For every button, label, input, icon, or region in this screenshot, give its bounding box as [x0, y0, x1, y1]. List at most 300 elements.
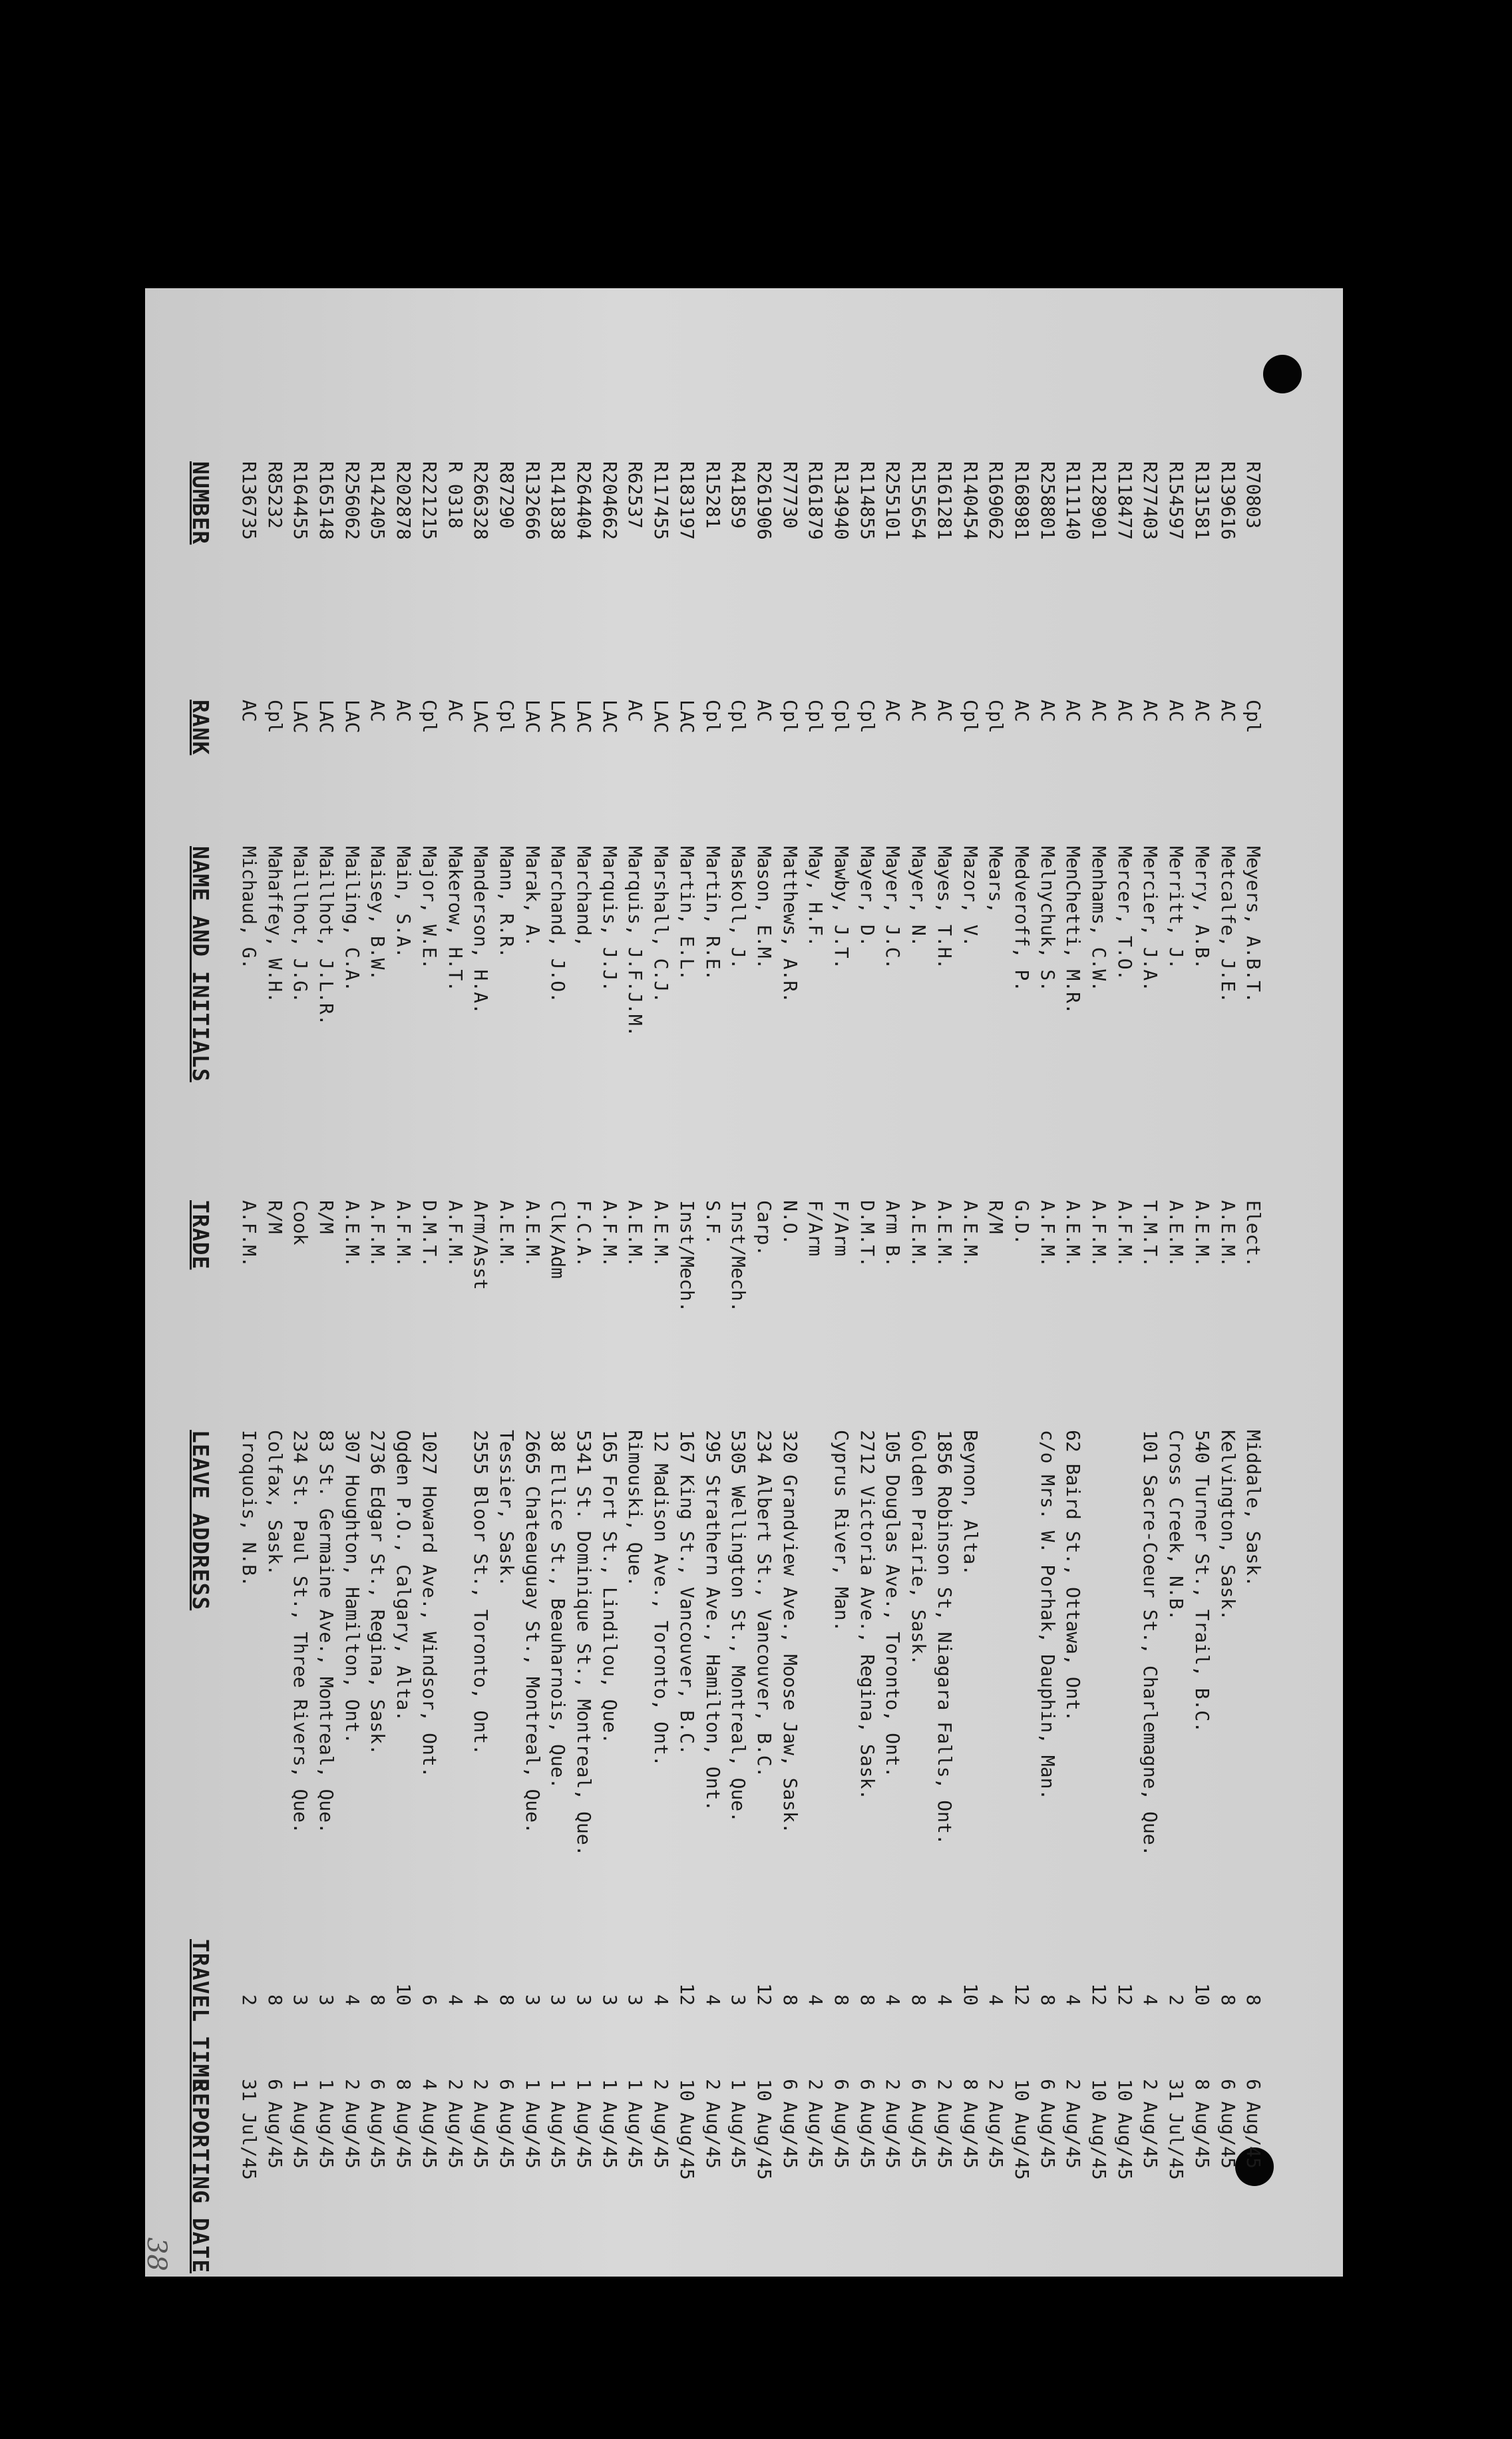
- trade-cell: F.C.A.: [573, 1200, 596, 1268]
- name-initials-cell: Major, W.E.: [418, 846, 441, 970]
- leave-address-cell: 307 Houghton, Hamilton, Ont.: [341, 1430, 363, 1745]
- table-row: [883, 288, 903, 2277]
- name-initials-cell: Merritt, J.: [1165, 846, 1188, 970]
- leave-address-cell: 234 St. Paul St., Three Rivers, Que.: [289, 1430, 312, 1834]
- table-row: [1166, 288, 1186, 2277]
- reporting-date-cell: 1 Aug/45: [289, 2079, 312, 2169]
- name-initials-cell: Menhams, C.W.: [1088, 846, 1111, 993]
- reporting-date-cell: 2 Aug/45: [341, 2079, 363, 2169]
- table-row: [600, 288, 620, 2277]
- service-number-cell: R266328: [470, 461, 492, 541]
- trade-cell: A.E.M.: [341, 1200, 363, 1268]
- table-row: [908, 288, 928, 2277]
- rank-cell: LAC: [315, 700, 338, 734]
- trade-cell: D.M.T.: [418, 1200, 441, 1268]
- service-number-cell: R141838: [547, 461, 570, 541]
- header-trade: TRADE: [188, 1200, 214, 1270]
- rank-cell: AC: [238, 700, 260, 722]
- table-row: [728, 288, 748, 2277]
- service-number-cell: R111140: [1062, 461, 1085, 541]
- trade-cell: Cook: [289, 1200, 312, 1245]
- name-initials-cell: Marshall, C.J.: [650, 846, 673, 1004]
- service-number-cell: R118477: [1113, 461, 1136, 541]
- trade-cell: A.E.M.: [1217, 1200, 1239, 1268]
- table-row: [754, 288, 774, 2277]
- service-number-cell: R161281: [933, 461, 956, 541]
- trade-cell: A.E.M.: [650, 1200, 673, 1268]
- reporting-date-cell: 31 Jul/45: [1165, 2079, 1188, 2180]
- table-row: [574, 288, 594, 2277]
- reporting-date-cell: 6 Aug/45: [908, 2079, 930, 2169]
- travel-time-cell: 8: [367, 1994, 389, 2006]
- travel-time-cell: 3: [624, 1994, 647, 2006]
- service-number-cell: R139616: [1217, 461, 1239, 541]
- trade-cell: Inst/Mech.: [675, 1200, 698, 1313]
- table-row: [780, 288, 800, 2277]
- rank-cell: Cpl: [496, 700, 518, 734]
- travel-time-cell: 8: [779, 1994, 801, 2006]
- rank-cell: Cpl: [779, 700, 801, 734]
- travel-time-cell: 3: [547, 1994, 570, 2006]
- leave-address-cell: 12 Madison Ave., Toronto, Ont.: [650, 1430, 673, 1767]
- rotated-page: [141, 288, 1343, 2277]
- service-number-cell: R183197: [675, 461, 698, 541]
- travel-time-cell: 4: [470, 1994, 492, 2006]
- header-travel-time: TRAVEL TIME: [188, 1939, 214, 2092]
- trade-cell: A.F.M.: [1088, 1200, 1111, 1268]
- rank-cell: Cpl: [805, 700, 827, 734]
- name-initials-cell: Mayer, D.: [856, 846, 878, 947]
- reporting-date-cell: 10 Aug/45: [1113, 2079, 1136, 2180]
- table-row: [290, 288, 310, 2277]
- reporting-date-cell: 2 Aug/45: [882, 2079, 904, 2169]
- reporting-date-cell: 6 Aug/45: [367, 2079, 389, 2169]
- leave-address-cell: Tessier, Sask.: [496, 1430, 518, 1588]
- travel-time-cell: 4: [882, 1994, 904, 2006]
- leave-address-cell: 83 St. Germaine Ave., Montreal, Que.: [315, 1430, 338, 1834]
- name-initials-cell: MenChetti, M.R.: [1062, 846, 1085, 1014]
- travel-time-cell: 10: [959, 1983, 982, 2006]
- rank-cell: LAC: [470, 700, 492, 734]
- rank-cell: LAC: [650, 700, 673, 734]
- travel-time-cell: 3: [727, 1994, 750, 2006]
- rank-cell: AC: [753, 700, 775, 722]
- leave-address-cell: Colfax, Sask.: [264, 1430, 286, 1576]
- reporting-date-cell: 1 Aug/45: [573, 2079, 596, 2169]
- travel-time-cell: 4: [444, 1994, 467, 2006]
- rank-cell: Cpl: [959, 700, 982, 734]
- leave-address-cell: 5305 Wellington St., Montreal, Que.: [727, 1430, 750, 1823]
- rank-cell: AC: [367, 700, 389, 722]
- leave-address-cell: 2736 Edgar St., Regina, Sask.: [367, 1430, 389, 1755]
- rank-cell: AC: [1217, 700, 1239, 722]
- leave-address-cell: 5341 St. Dominique St., Montreal, Que.: [573, 1430, 596, 1857]
- trade-cell: A.F.M.: [444, 1200, 467, 1268]
- header-name: NAME AND INITIALS: [188, 846, 214, 1082]
- table-row: [496, 288, 516, 2277]
- service-number-cell: R204662: [598, 461, 621, 541]
- name-initials-cell: Mercer, T.O.: [1113, 846, 1136, 981]
- name-initials-cell: Mailing, C.A.: [341, 846, 363, 993]
- reporting-date-cell: 6 Aug/45: [1217, 2079, 1239, 2169]
- leave-address-cell: 540 Turner St., Trail, B.C.: [1191, 1430, 1213, 1733]
- service-number-cell: R258801: [1036, 461, 1059, 541]
- service-number-cell: R 0318: [444, 461, 467, 529]
- travel-time-cell: 12: [1088, 1983, 1111, 2006]
- name-initials-cell: Mayes, T.H.: [933, 846, 956, 970]
- name-initials-cell: Melnychuk, S.: [1036, 846, 1059, 993]
- reporting-date-cell: 10 Aug/45: [675, 2079, 698, 2180]
- reporting-date-cell: 6 Aug/45: [1036, 2079, 1059, 2169]
- table-row: [393, 288, 413, 2277]
- travel-time-cell: 4: [933, 1994, 956, 2006]
- name-initials-cell: Merry, A.B.: [1191, 846, 1213, 970]
- reporting-date-cell: 4 Aug/45: [418, 2079, 441, 2169]
- rank-cell: AC: [1036, 700, 1059, 722]
- leave-address-cell: 2665 Chateauguay St., Montreal, Que.: [521, 1430, 544, 1834]
- service-number-cell: R87290: [496, 461, 518, 529]
- table-row: [1063, 288, 1083, 2277]
- leave-address-cell: 1027 Howard Ave., Windsor, Ont.: [418, 1430, 441, 1778]
- table-row: [239, 288, 259, 2277]
- rank-cell: Cpl: [831, 700, 853, 734]
- table-row: [522, 288, 542, 2277]
- leave-address-cell: 320 Grandview Ave., Moose Jaw, Sask.: [779, 1430, 801, 1834]
- trade-cell: A.E.M.: [959, 1200, 982, 1268]
- trade-cell: A.E.M.: [933, 1200, 956, 1268]
- reporting-date-cell: 2 Aug/45: [701, 2079, 724, 2169]
- name-initials-cell: Makerow, H.T.: [444, 846, 467, 993]
- travel-time-cell: 4: [341, 1994, 363, 2006]
- trade-cell: A.E.M.: [1165, 1200, 1188, 1268]
- reporting-date-cell: 10 Aug/45: [1088, 2079, 1111, 2180]
- reporting-date-cell: 6 Aug/45: [856, 2079, 878, 2169]
- rank-cell: LAC: [675, 700, 698, 734]
- travel-time-cell: 12: [1011, 1983, 1033, 2006]
- leave-address-cell: c/o Mrs. W. Porhak, Dauphin, Man.: [1036, 1430, 1059, 1801]
- rank-cell: Cpl: [985, 700, 1008, 734]
- table-row: [1243, 288, 1263, 2277]
- table-row: [626, 288, 646, 2277]
- table-row: [1192, 288, 1212, 2277]
- trade-cell: Arm B.: [882, 1200, 904, 1268]
- table-row: [368, 288, 388, 2277]
- travel-time-cell: 10: [1191, 1983, 1213, 2006]
- travel-time-cell: 6: [418, 1994, 441, 2006]
- name-initials-cell: Martin, E.L.: [675, 846, 698, 981]
- name-initials-cell: Marak, A.: [521, 846, 544, 947]
- service-number-cell: R165148: [315, 461, 338, 541]
- service-number-cell: R277403: [1139, 461, 1162, 541]
- travel-time-cell: 8: [496, 1994, 518, 2006]
- travel-time-cell: 8: [264, 1994, 286, 2006]
- travel-time-cell: 8: [831, 1994, 853, 2006]
- service-number-cell: R131581: [1191, 461, 1213, 541]
- service-number-cell: R168981: [1011, 461, 1033, 541]
- name-initials-cell: Marchand, J.O.: [547, 846, 570, 1004]
- trade-cell: F/Arm: [805, 1200, 827, 1257]
- leave-address-cell: 62 Baird St., Ottawa, Ont.: [1062, 1430, 1085, 1722]
- trade-cell: Carp.: [753, 1200, 775, 1257]
- travel-time-cell: 3: [289, 1994, 312, 2006]
- travel-time-cell: 8: [1036, 1994, 1059, 2006]
- name-initials-cell: Maskoll, J.: [727, 846, 750, 970]
- rank-cell: Cpl: [701, 700, 724, 734]
- trade-cell: Clk/Adm: [547, 1200, 570, 1279]
- service-number-cell: R264404: [573, 461, 596, 541]
- table-row: [831, 288, 851, 2277]
- trade-cell: F/Arm: [831, 1200, 853, 1257]
- reporting-date-cell: 2 Aug/45: [805, 2079, 827, 2169]
- leave-address-cell: 38 Ellice St., Beauharnois, Que.: [547, 1430, 570, 1789]
- leave-address-cell: Rimouski, Que.: [624, 1430, 647, 1588]
- trade-cell: A.F.M.: [367, 1200, 389, 1268]
- trade-cell: A.F.M.: [238, 1200, 260, 1268]
- trade-cell: R/M: [264, 1200, 286, 1234]
- rank-cell: LAC: [341, 700, 363, 734]
- service-number-cell: R62537: [624, 461, 647, 529]
- service-number-cell: R255101: [882, 461, 904, 541]
- rank-cell: AC: [1113, 700, 1136, 722]
- reporting-date-cell: 2 Aug/45: [650, 2079, 673, 2169]
- service-number-cell: R15281: [701, 461, 724, 529]
- name-initials-cell: Martin, R.E.: [701, 846, 724, 981]
- leave-address-cell: Middale, Sask.: [1242, 1430, 1265, 1588]
- travel-time-cell: 10: [393, 1983, 415, 2006]
- trade-cell: A.E.M.: [1062, 1200, 1085, 1268]
- trade-cell: A.F.M.: [1113, 1200, 1136, 1268]
- reporting-date-cell: 8 Aug/45: [1191, 2079, 1213, 2169]
- name-initials-cell: Mawby, J.T.: [831, 846, 853, 970]
- travel-time-cell: 3: [521, 1994, 544, 2006]
- travel-time-cell: 3: [573, 1994, 596, 2006]
- name-initials-cell: Mercier, J.A.: [1139, 846, 1162, 993]
- trade-cell: D.M.T.: [856, 1200, 878, 1268]
- travel-time-cell: 8: [908, 1994, 930, 2006]
- reporting-date-cell: 2 Aug/45: [1062, 2079, 1085, 2169]
- service-number-cell: R114855: [856, 461, 878, 541]
- reporting-date-cell: 1 Aug/45: [624, 2079, 647, 2169]
- reporting-date-cell: 6 Aug/45: [831, 2079, 853, 2169]
- trade-cell: A.E.M.: [908, 1200, 930, 1268]
- leave-address-cell: Golden Prairie, Sask.: [908, 1430, 930, 1666]
- leave-address-cell: Kelvington, Sask.: [1217, 1430, 1239, 1621]
- rank-cell: LAC: [598, 700, 621, 734]
- trade-cell: A.F.M.: [393, 1200, 415, 1268]
- rank-cell: AC: [908, 700, 930, 722]
- rank-cell: AC: [1011, 700, 1033, 722]
- leave-address-cell: Beynon, Alta.: [959, 1430, 982, 1576]
- service-number-cell: R155654: [908, 461, 930, 541]
- travel-time-cell: 4: [1062, 1994, 1085, 2006]
- reporting-date-cell: 10 Aug/45: [753, 2079, 775, 2180]
- table-row: [1141, 288, 1161, 2277]
- trade-cell: Arm/Asst: [470, 1200, 492, 1290]
- reporting-date-cell: 2 Aug/45: [933, 2079, 956, 2169]
- rank-cell: Cpl: [264, 700, 286, 734]
- trade-cell: A.F.M.: [1036, 1200, 1059, 1268]
- rank-cell: AC: [1139, 700, 1162, 722]
- reporting-date-cell: 8 Aug/45: [959, 2079, 982, 2169]
- trade-cell: R/M: [315, 1200, 338, 1234]
- reporting-date-cell: 6 Aug/45: [779, 2079, 801, 2169]
- rank-cell: AC: [393, 700, 415, 722]
- name-initials-cell: Mahaffey, W.H.: [264, 846, 286, 1004]
- service-number-cell: R142405: [367, 461, 389, 541]
- trade-cell: G.D.: [1011, 1200, 1033, 1245]
- table-row: [1012, 288, 1032, 2277]
- rank-cell: AC: [1191, 700, 1213, 722]
- service-number-cell: R128901: [1088, 461, 1111, 541]
- trade-cell: A.E.M.: [624, 1200, 647, 1268]
- trade-cell: A.F.M.: [598, 1200, 621, 1268]
- rank-cell: AC: [1062, 700, 1085, 722]
- travel-time-cell: 12: [675, 1983, 698, 2006]
- table-row: [651, 288, 671, 2277]
- table-row: [934, 288, 954, 2277]
- reporting-date-cell: 6 Aug/45: [496, 2079, 518, 2169]
- rank-cell: AC: [882, 700, 904, 722]
- service-number-cell: R134940: [831, 461, 853, 541]
- travel-time-cell: 8: [1217, 1994, 1239, 2006]
- reporting-date-cell: 1 Aug/45: [727, 2079, 750, 2169]
- rank-cell: AC: [933, 700, 956, 722]
- leave-address-cell: 234 Albert St., Vancouver, B.C.: [753, 1430, 775, 1778]
- name-initials-cell: Mann, R.R.: [496, 846, 518, 959]
- travel-time-cell: 4: [985, 1994, 1008, 2006]
- table-row: [342, 288, 362, 2277]
- service-number-cell: R85232: [264, 461, 286, 529]
- table-row: [1038, 288, 1057, 2277]
- service-number-cell: R132666: [521, 461, 544, 541]
- rank-cell: Cpl: [727, 700, 750, 734]
- trade-cell: Elect.: [1242, 1200, 1265, 1268]
- service-number-cell: R41859: [727, 461, 750, 529]
- leave-address-cell: 167 King St., Vancouver, B.C.: [675, 1430, 698, 1755]
- name-initials-cell: Mears,: [985, 846, 1008, 914]
- service-number-cell: R256062: [341, 461, 363, 541]
- table-row: [857, 288, 877, 2277]
- page-number-annotation: 38: [141, 2237, 172, 2271]
- reporting-date-cell: 2 Aug/45: [470, 2079, 492, 2169]
- rank-cell: LAC: [547, 700, 570, 734]
- name-initials-cell: Mazor, V.: [959, 846, 982, 947]
- trade-cell: Inst/Mech.: [727, 1200, 750, 1313]
- rank-cell: Cpl: [856, 700, 878, 734]
- table-row: [548, 288, 568, 2277]
- travel-time-cell: 2: [238, 1994, 260, 2006]
- name-initials-cell: Maillhot, J.L.R.: [315, 846, 338, 1026]
- reporting-date-cell: 31 Jul/45: [238, 2079, 260, 2180]
- reporting-date-cell: 1 Aug/45: [315, 2079, 338, 2169]
- table-row: [1115, 288, 1135, 2277]
- name-initials-cell: Marquis, J.F.J.M.: [624, 846, 647, 1037]
- travel-time-cell: 3: [598, 1994, 621, 2006]
- service-number-cell: R154597: [1165, 461, 1188, 541]
- leave-address-cell: 1856 Robinson St, Niagara Falls, Ont.: [933, 1430, 956, 1845]
- trade-cell: N.O.: [779, 1200, 801, 1245]
- name-initials-cell: Metcalfe, J.E.: [1217, 846, 1239, 1004]
- leave-address-cell: 2712 Victoria Ave., Regina, Sask.: [856, 1430, 878, 1801]
- service-number-cell: R117455: [650, 461, 673, 541]
- table-row: [986, 288, 1006, 2277]
- service-number-cell: R164455: [289, 461, 312, 541]
- service-number-cell: R140454: [959, 461, 982, 541]
- table-row: [316, 288, 336, 2277]
- table-row: [960, 288, 980, 2277]
- leave-address-cell: 2555 Bloor St., Toronto, Ont.: [470, 1430, 492, 1755]
- service-number-cell: R221215: [418, 461, 441, 541]
- name-initials-cell: Manderson, H.A.: [470, 846, 492, 1014]
- reporting-date-cell: 1 Aug/45: [547, 2079, 570, 2169]
- name-initials-cell: Marquis, J.J.: [598, 846, 621, 993]
- leave-address-cell: Ogden P.O., Calgary, Alta.: [393, 1430, 415, 1722]
- name-initials-cell: Matthews, A.R.: [779, 846, 801, 1004]
- table-row: [677, 288, 697, 2277]
- travel-time-cell: 4: [1139, 1994, 1162, 2006]
- travel-time-cell: 3: [315, 1994, 338, 2006]
- travel-time-cell: 12: [1113, 1983, 1136, 2006]
- service-number-cell: R202878: [393, 461, 415, 541]
- trade-cell: R/M: [985, 1200, 1008, 1234]
- table-row: [805, 288, 825, 2277]
- header-rank: RANK: [188, 700, 214, 756]
- travel-time-cell: 4: [650, 1994, 673, 2006]
- rank-cell: Cpl: [1242, 700, 1265, 734]
- trade-cell: S.F.: [701, 1200, 724, 1245]
- service-number-cell: R136735: [238, 461, 260, 541]
- rank-cell: LAC: [289, 700, 312, 734]
- table-row: [419, 288, 439, 2277]
- trade-cell: T.M.T.: [1139, 1200, 1162, 1268]
- leave-address-cell: Iroquois, N.B.: [238, 1430, 260, 1588]
- name-initials-cell: Medveroff, P.: [1011, 846, 1033, 993]
- travel-time-cell: 4: [701, 1994, 724, 2006]
- reporting-date-cell: 6 Aug/45: [1242, 2079, 1265, 2169]
- reporting-date-cell: 6 Aug/45: [264, 2079, 286, 2169]
- rank-cell: AC: [624, 700, 647, 722]
- leave-address-cell: Cyprus River, Man.: [831, 1430, 853, 1632]
- rank-cell: LAC: [573, 700, 596, 734]
- reporting-date-cell: 2 Aug/45: [985, 2079, 1008, 2169]
- leave-address-cell: 165 Fort St., Lindilou, Que.: [598, 1430, 621, 1745]
- leave-address-cell: Cross Creek, N.B.: [1165, 1430, 1188, 1621]
- travel-time-cell: 4: [805, 1994, 827, 2006]
- name-initials-cell: Meyers, A.B.T.: [1242, 846, 1265, 1004]
- reporting-date-cell: 2 Aug/45: [444, 2079, 467, 2169]
- header-number: NUMBER: [188, 461, 214, 545]
- name-initials-cell: Michaud, G.: [238, 846, 260, 970]
- travel-time-cell: 8: [1242, 1994, 1265, 2006]
- travel-time-cell: 12: [753, 1983, 775, 2006]
- trade-cell: A.E.M.: [496, 1200, 518, 1268]
- name-initials-cell: Marchand,: [573, 846, 596, 947]
- rank-cell: Cpl: [418, 700, 441, 734]
- service-number-cell: R161879: [805, 461, 827, 541]
- name-initials-cell: Main, S.A.: [393, 846, 415, 959]
- reporting-date-cell: 2 Aug/45: [1139, 2079, 1162, 2169]
- name-initials-cell: Maillhot, J.G.: [289, 846, 312, 1004]
- table-row: [445, 288, 465, 2277]
- reporting-date-cell: 1 Aug/45: [598, 2079, 621, 2169]
- service-number-cell: R261906: [753, 461, 775, 541]
- leave-address-cell: 295 Strathern Ave., Hamilton, Ont.: [701, 1430, 724, 1812]
- name-initials-cell: Maisey, B.W.: [367, 846, 389, 981]
- document-sheet: [141, 288, 1343, 2277]
- reporting-date-cell: 10 Aug/45: [1011, 2079, 1033, 2180]
- service-number-cell: R70803: [1242, 461, 1265, 529]
- service-number-cell: R169062: [985, 461, 1008, 541]
